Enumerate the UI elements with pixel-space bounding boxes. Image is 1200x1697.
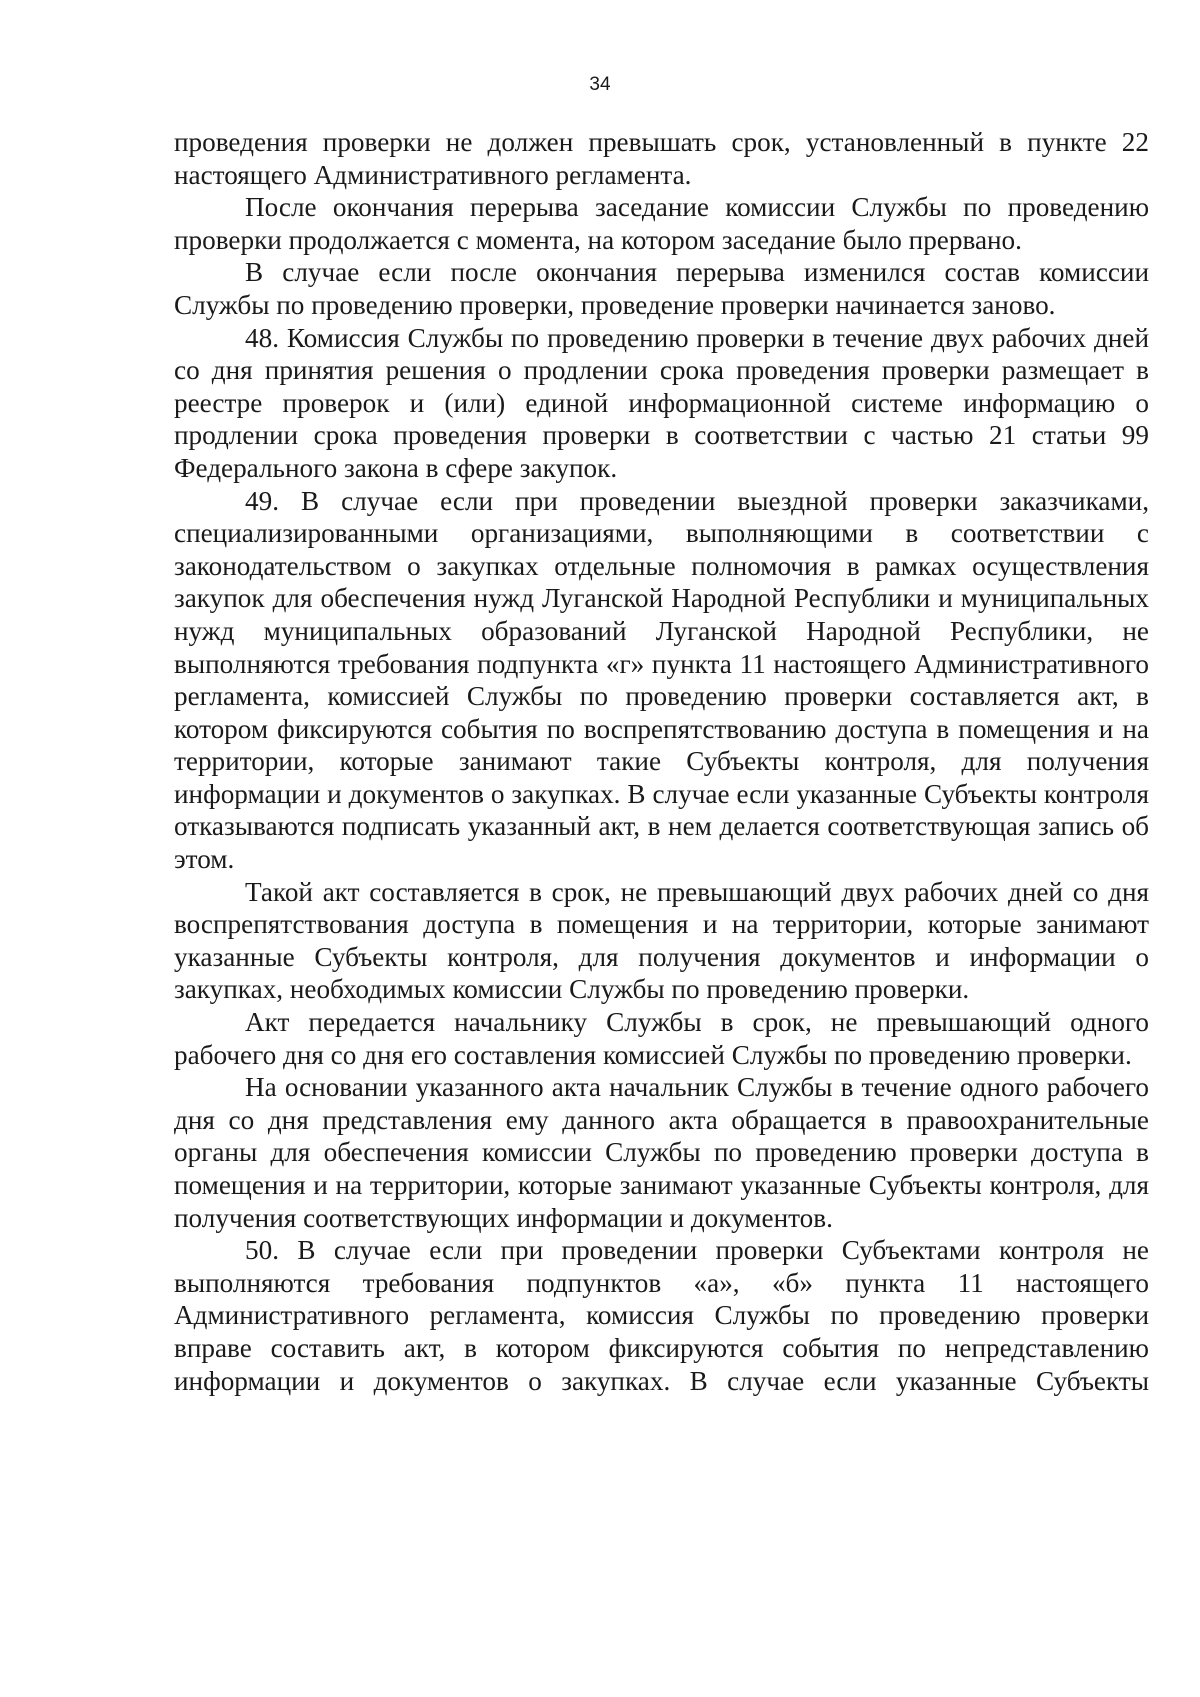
paragraph-item-50: 50. В случае если при проведении проверки Субъектами контроля не выполняются требования подпунктов «а», «б» пункта 11 настоящего Административного регламента, комиссия Службы по проведению проверки вправе составить акт, в котором фиксируются события по непредставлению информации и документов о закупках. В случае если указанные Субъекты — [174, 1235, 1149, 1396]
body-text — [174, 126, 1149, 1397]
paragraph-item-49: 49. В случае если при проведении выездной проверки заказчиками, специализированными организациями, выполняющими в соответствии с законодательством о закупках отдельные полномочия в рамках осуществления закупок для обеспечения нужд Луганской Народной Республики и муниципальных нужд муниципальных образований Луганской Народной Республики, не выполняются требования подпункта «г» пункта 11 настоящего Административного регламента, комиссией Службы по проведению проверки составляется акт, в котором фиксируются события по воспрепятствованию доступа в помещения и на территории, которые занимают такие Субъекты контроля, для получения информации и документов о закупках. В случае если указанные Субъекты контроля отказываются подписать указанный акт, в нем делается соответствующая запись об этом. — [174, 485, 1149, 875]
paragraph-composition-change: В случае если после окончания перерыва изменился состав комиссии Службы по проведению проверки, проведение проверки начинается заново. — [174, 257, 1149, 320]
paragraph-continuation: проведения проверки не должен превышать срок, установленный в пункте 22 настоящего Административного регламента. — [174, 127, 1149, 190]
page-number: 34 — [589, 74, 611, 95]
paragraph-act-transfer: Акт передается начальнику Службы в срок, не превышающий одного рабочего дня со дня его составления комиссией Службы по проведению проверки. — [174, 1007, 1149, 1070]
paragraph-after-break: После окончания перерыва заседание комиссии Службы по проведению проверки продолжается с момента, на котором заседание было прервано. — [174, 192, 1149, 255]
paragraph-act-deadline: Такой акт составляется в срок, не превышающий двух рабочих дней со дня воспрепятствования доступа в помещения и на территории, которые занимают указанные Субъекты контроля, для получения документов и информации о закупках, необходимых комиссии Службы по проведению проверки. — [174, 876, 1149, 1005]
paragraph-item-48: 48. Комиссия Службы по проведению проверки в течение двух рабочих дней со дня принятия решения о продлении срока проведения проверки размещает в реестре проверок и (или) единой информационной системе информацию о продлении срока проведения проверки в соответствии с частью 21 статьи 99 Федерального закона в сфере закупок. — [174, 322, 1149, 483]
paragraph-law-enforcement: На основании указанного акта начальник Службы в течение одного рабочего дня со дня представления ему данного акта обращается в правоохранительные органы для обеспечения комиссии Службы по проведению проверки доступа в помещения и на территории, которые занимают указанные Субъекты контроля, для получения соответствующих информации и документов. — [174, 1072, 1149, 1233]
